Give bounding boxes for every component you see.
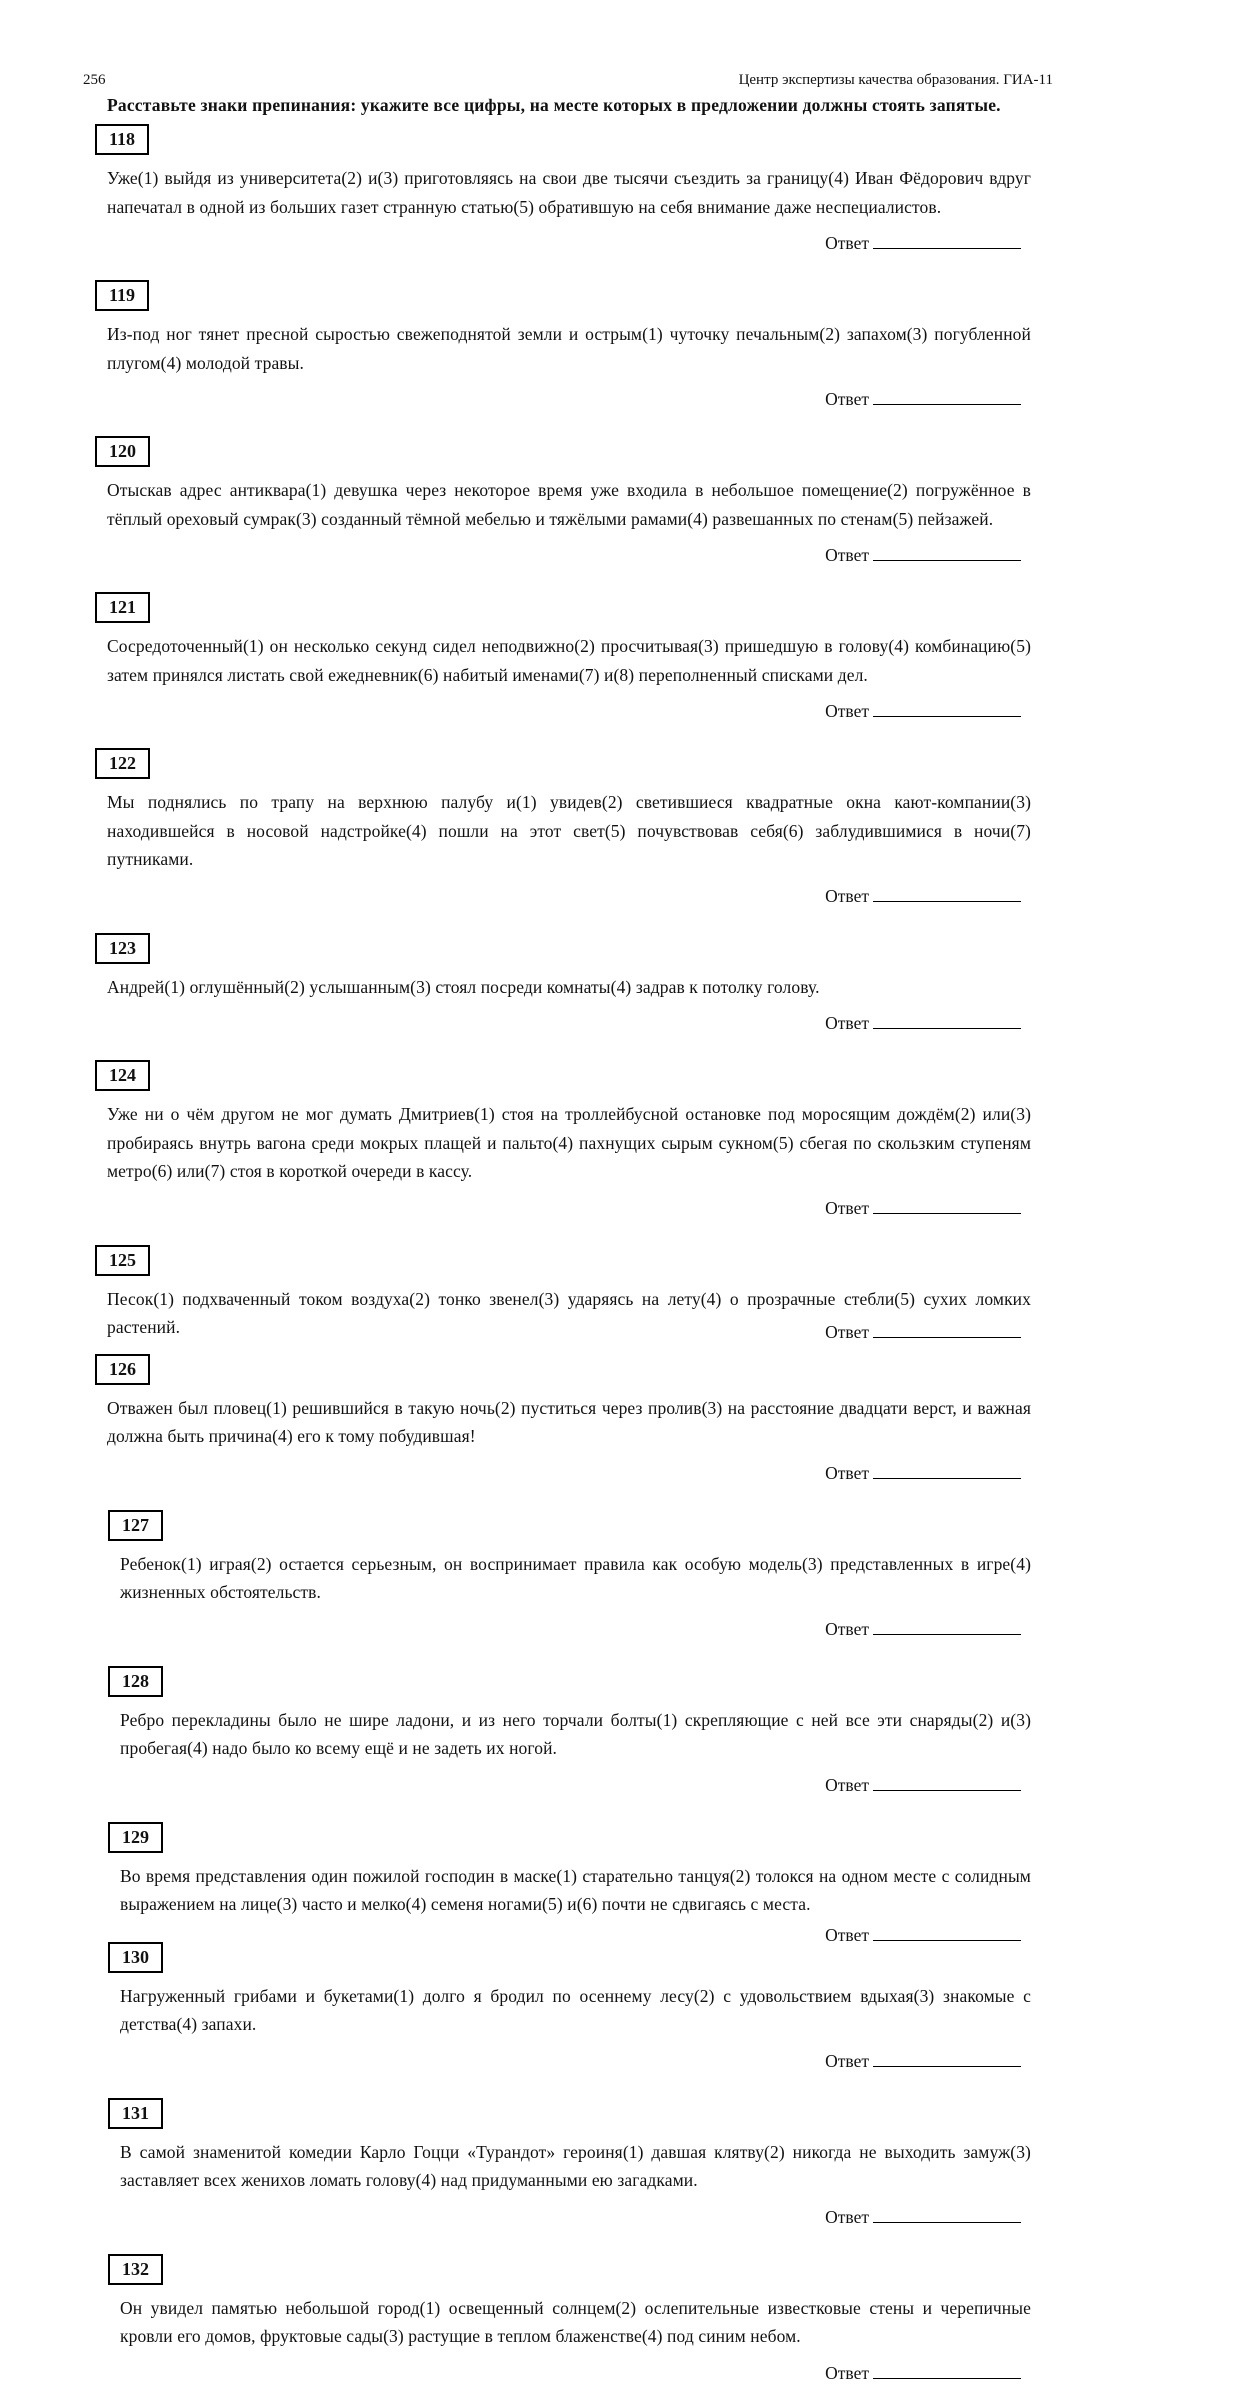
answer-row — [95, 385, 1031, 413]
task-text: Ребенок(1) играя(2) остается серьезным, он воспринимает правила как особую модель(3) представленных в игре(4) жизненных обстоятельств. — [120, 1553, 1031, 1602]
task-number-box — [108, 1510, 163, 1541]
task-text: Из-под ног тянет пресной сыростью свежеподнятой земли и острым(1) чуточку печальным(2) запахом(3) погубленной плугом(4) молодой травы. — [107, 324, 1031, 373]
header-right-text: Центр экспертизы качества образования. ГИА-11 — [738, 72, 1053, 88]
answer-blank-line — [873, 1924, 1021, 1941]
answer-label: Ответ — [825, 1618, 869, 1639]
task-text: В самой знаменитой комедии Карло Гоцци «Турандот» героиня(1) давшая клятву(2) никогда не выходить замуж(3) заставляет всех женихов ломать голову(4) над придуманными ею загадками. — [120, 2141, 1031, 2190]
answer-blank-line — [873, 232, 1021, 249]
task-number: 125 — [109, 1249, 136, 1270]
task-number: 127 — [122, 1514, 149, 1535]
answer-blank-line — [873, 544, 1021, 561]
answer-row — [108, 1615, 1031, 1643]
task-text: Отыскав адрес антиквара(1) девушка через некоторое время уже входила в небольшое помещение(2) погружённое в тёплый ореховый сумрак(3) созданный тёмной мебелью и тяжёлыми рамами(4) развешанных по стенам(5) пейзажей. — [107, 480, 1031, 529]
answer-label: Ответ — [825, 545, 869, 565]
answer-blank-line — [873, 1197, 1021, 1214]
answer-row — [108, 2047, 1031, 2075]
task-item-128 — [108, 1666, 1031, 1799]
task-number-box — [95, 1245, 150, 1276]
task-number-box — [108, 1666, 163, 1697]
task-number-box — [108, 2098, 163, 2129]
answer-row — [95, 1194, 1031, 1222]
answer-label: Ответ — [825, 1321, 869, 1342]
task-text: Уже ни о чём другом не мог думать Дмитриев(1) стоя на троллейбусной остановке под моросящим дождём(2) или(3) пробираясь внутрь вагона среди мокрых плащей и пальто(4) пахнущих сырым сукном(5) сбегая по скользким ступеням метро(6) или(7) стоя в короткой очереди в кассу. — [107, 1104, 1031, 1181]
answer-row — [108, 1771, 1031, 1799]
task-text: Мы поднялись по трапу на верхнюю палубу и(1) увидев(2) светившиеся квадратные окна кают-компании(3) находившейся в носовой надстройке(4) пошли на этот свет(5) почувствовав себя(6) заблудившимися в ночи(7) путниками. — [107, 792, 1031, 869]
answer-row — [95, 1459, 1031, 1487]
task-number-box — [108, 1822, 163, 1853]
page-header — [83, 72, 1053, 89]
task-number-box — [95, 1060, 150, 1091]
answer-label: Ответ — [825, 2050, 869, 2071]
answer-blank-line — [873, 2050, 1021, 2067]
task-number: 119 — [109, 285, 136, 305]
task-number-box — [95, 124, 149, 155]
task-text: Он увидел памятью небольшой город(1) освещенный солнцем(2) ослепительные известковые стены и черепичные кровли его домов, фруктовые сады(3) растущие в теплом блаженстве(4) под синим небом. — [120, 2297, 1031, 2346]
task-number: 118 — [109, 129, 136, 149]
answer-row — [108, 2203, 1031, 2231]
answer-row — [95, 229, 1031, 257]
task-item-124 — [95, 1060, 1031, 1222]
task-number-box — [108, 2254, 163, 2285]
answer-label: Ответ — [825, 1774, 869, 1795]
task-text: Песок(1) подхваченный током воздуха(2) тонко звенел(3) ударяясь на лету(4) о прозрачные стебли(5) сухих ломких растений. — [107, 1288, 1031, 1337]
task-number-box — [95, 280, 149, 311]
task-item-127 — [108, 1510, 1031, 1643]
task-number: 129 — [122, 1826, 149, 1847]
task-text: Во время представления один пожилой господин в маске(1) старательно танцуя(2) толокся на одном месте с солидным выражением на лице(3) часто и мелко(4) семеня ногами(5) и(6) почти не сдвигаясь с места. — [120, 1865, 1031, 1914]
answer-blank-line — [873, 1774, 1021, 1791]
task-number-box — [95, 436, 150, 467]
answer-row — [95, 882, 1031, 910]
answer-row — [95, 541, 1031, 569]
task-number: 121 — [109, 597, 136, 617]
answer-blank-line — [873, 388, 1021, 405]
task-number-box — [95, 933, 150, 964]
task-item-121 — [95, 592, 1031, 725]
task-item-123 — [95, 933, 1031, 1038]
task-item-131 — [108, 2098, 1031, 2231]
answer-blank-line — [873, 2362, 1021, 2379]
answer-label: Ответ — [825, 701, 869, 721]
task-number: 120 — [109, 441, 136, 461]
task-number-box — [95, 592, 150, 623]
task-number-box — [95, 1354, 150, 1385]
task-number: 122 — [109, 753, 136, 773]
task-number: 131 — [122, 2102, 149, 2123]
task-number: 123 — [109, 937, 136, 958]
answer-blank-line — [873, 700, 1021, 717]
answer-row — [825, 1318, 1031, 1346]
instruction-text: Расставьте знаки препинания: укажите все цифры, на месте которых в предложении должны стоять запятые. — [107, 95, 1001, 115]
answer-label: Ответ — [825, 885, 869, 906]
task-item-119 — [95, 280, 1031, 413]
task-number: 124 — [109, 1065, 136, 1085]
task-number-box — [108, 1942, 163, 1973]
answer-label: Ответ — [825, 1924, 869, 1945]
answer-row — [95, 697, 1031, 725]
answer-blank-line — [873, 885, 1021, 902]
answer-label: Ответ — [825, 389, 869, 409]
answer-label: Ответ — [825, 1013, 869, 1033]
answer-label: Ответ — [825, 1462, 869, 1483]
task-item-129 — [108, 1822, 1031, 1949]
answer-label: Ответ — [825, 233, 869, 253]
answer-label: Ответ — [825, 1197, 869, 1218]
task-text: Андрей(1) оглушённый(2) услышанным(3) стоял посреди комнаты(4) задрав к потолку голову. — [107, 976, 820, 997]
task-text: Уже(1) выйдя из университета(2) и(3) приготовляясь на свои две тысячи съездить за границу(4) Иван Фёдорович вдруг напечатал в одной из больших газет странную статью(5) обратившую на себя внимание даже неспециалистов. — [107, 168, 1031, 217]
answer-row — [95, 1009, 1031, 1037]
task-text: Ребро перекладины было не шире ладони, и из него торчали болты(1) скрепляющие с ней все эти снаряды(2) и(3) пробегая(4) надо было ко всему ещё и не задеть их ногой. — [120, 1709, 1031, 1758]
answer-blank-line — [873, 1618, 1021, 1635]
task-text: Нагруженный грибами и букетами(1) долго я бродил по осеннему лесу(2) с удовольствием вдыхая(3) знакомые с детства(4) запахи. — [120, 1985, 1031, 2034]
task-text: Отважен был пловец(1) решившийся в такую ночь(2) пуститься через пролив(3) на расстояние двадцати верст, и важная должна быть причина(4) его к тому побудившая! — [107, 1397, 1031, 1446]
answer-row — [108, 2359, 1031, 2387]
task-text: Сосредоточенный(1) он несколько секунд сидел неподвижно(2) просчитывая(3) пришедшую в голову(4) комбинацию(5) затем принялся листать свой ежедневник(6) набитый именами(7) и(8) переполненный списками дел. — [107, 636, 1031, 685]
task-number: 130 — [122, 1946, 149, 1967]
answer-blank-line — [873, 1462, 1021, 1479]
page-number: 256 — [83, 72, 106, 88]
task-item-122 — [95, 748, 1031, 910]
task-number: 132 — [122, 2258, 149, 2279]
answer-blank-line — [873, 2206, 1021, 2223]
task-number: 126 — [109, 1358, 136, 1379]
answer-label: Ответ — [825, 2362, 869, 2383]
task-number-box — [95, 748, 150, 779]
task-item-125 — [95, 1245, 1031, 1342]
answer-blank-line — [873, 1321, 1021, 1338]
task-item-120 — [95, 436, 1031, 569]
answer-blank-line — [873, 1012, 1021, 1029]
answer-label: Ответ — [825, 2206, 869, 2227]
task-item-132 — [108, 2254, 1031, 2387]
task-item-130 — [108, 1942, 1031, 2075]
task-item-118 — [95, 124, 1031, 257]
task-number: 128 — [122, 1670, 149, 1691]
task-item-126 — [95, 1354, 1031, 1487]
